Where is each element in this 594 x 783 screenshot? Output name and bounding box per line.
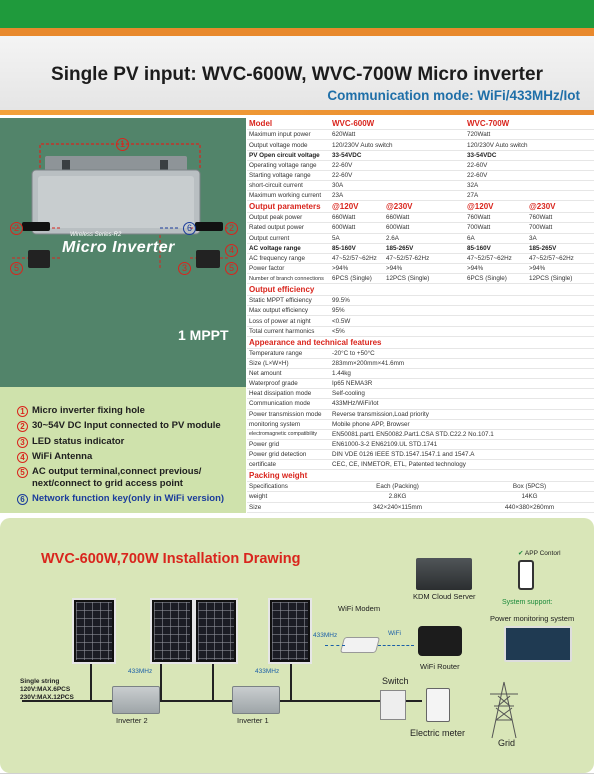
footer-strip — [0, 773, 594, 783]
spec-row: monitoring system Mobile phone APP, Browser — [247, 419, 594, 429]
spec-row: Rated output power 600Watt 600Watt 700Watt 700Watt — [247, 223, 594, 233]
spec-row: Output voltage mode 120/230V Auto switch 120/230V Auto switch — [247, 140, 594, 150]
spec-appearance-header: Appearance and technical features — [247, 336, 594, 348]
spec-row: Waterproof grade Ip65 NEMA3R — [247, 379, 594, 389]
wifi-modem-device — [340, 637, 380, 653]
spec-output-header: Output parameters @120V @230V @120V @230V — [247, 201, 594, 213]
freq-label-left: 433MHz — [128, 668, 153, 675]
spec-row: Temperature range -20°C to +50°C — [247, 348, 594, 358]
spec-efficiency-header: Output efficiency — [247, 284, 594, 296]
spec-row: Static MPPT efficiency 99.5% — [247, 296, 594, 306]
spec-row: Operating voltage range 22-60V 22-60V — [247, 160, 594, 170]
spec-packing-header: Packing weight — [247, 470, 594, 482]
page-subtitle: Communication mode: WiFi/433MHz/Iot — [327, 88, 580, 103]
link-line — [325, 645, 345, 646]
freq-label-modem: 433MHz — [313, 632, 338, 639]
ac-connector-left — [28, 250, 50, 268]
spec-row: weight 2.8KG 14KG — [247, 492, 594, 502]
page-title: Single PV input: WVC-600W, WVC-700W Micro inverter — [51, 64, 543, 85]
spec-row: certificate CEC, CE, INMETOR, ETL, Patented technology — [247, 460, 594, 470]
link-line — [378, 645, 414, 646]
installation-title: WVC-600W,700W Installation Drawing — [41, 551, 301, 567]
spec-row: Communication mode 433MHz/WiFi/Iot — [247, 399, 594, 409]
spec-row: Output peak power 660Watt 660Watt 760Watt 760Watt — [247, 213, 594, 223]
callout-4: 4 — [225, 244, 238, 257]
callout-3: 3 — [178, 262, 191, 275]
phone-device — [518, 560, 534, 590]
callout-6: 6 — [183, 222, 196, 235]
spec-model-row: Model WVC-600W WVC-700W — [247, 118, 594, 130]
wifi-router-label: WiFi Router — [420, 662, 460, 671]
mppt-label: 1 MPPT — [178, 327, 229, 343]
switch-label: Switch — [382, 676, 409, 686]
max-120-label: 120V:MAX.6PCS — [20, 686, 71, 693]
inverter-1-label: Inverter 1 — [237, 716, 269, 725]
max-230-label: 230V:MAX.12PCS — [20, 694, 74, 701]
cloud-server-label: KDM Cloud Server — [413, 592, 476, 601]
callout-5-left: 5 — [10, 262, 23, 275]
spec-row: Loss of power at night <0.5W — [247, 316, 594, 326]
spec-row: Power grid detection DIN VDE 0126 IEEE STD.1547.1547.1 and 1547.A — [247, 450, 594, 460]
spec-row: PV Open circuit voltage 33-54VDC 33-54VDC — [247, 150, 594, 160]
spec-row: short-circuit current 30A 32A — [247, 181, 594, 191]
grid-tower-icon — [484, 680, 524, 740]
spec-row: Net amount 1.44kg — [247, 368, 594, 378]
solar-panel-1 — [72, 598, 116, 664]
inverter-1-device — [232, 686, 280, 714]
spec-row: AC frequency range 47~52/57~62Hz 47~52/57-62Hz 47~52/57~62Hz 47~52/57~62Hz — [247, 253, 594, 263]
spec-row: Size (L×W×H) 283mm×200mm×41.6mm — [247, 358, 594, 368]
spec-row: AC voltage range 85-160V 185-265V 85-160V 185-265V — [247, 243, 594, 253]
header-divider — [0, 110, 594, 115]
spec-row: Starting voltage range 22-60V 22-60V — [247, 170, 594, 180]
wire — [90, 664, 92, 700]
solar-panel-2 — [150, 598, 194, 664]
spec-row: Specifications Each (Packing) Box (5PCS) — [247, 482, 594, 492]
legend-item-5: 5 AC output terminal,connect previous/ — [17, 466, 201, 478]
solar-panel-3 — [194, 598, 238, 664]
app-control-label: ✔ APP Contorl — [518, 550, 561, 557]
dc-connector-left — [22, 222, 50, 231]
wire — [290, 664, 292, 700]
legend-item-1: 1 Micro inverter fixing hole — [17, 405, 145, 417]
spec-row: Heat dissipation mode Self-cooling — [247, 389, 594, 399]
inverter-2-label: Inverter 2 — [116, 716, 148, 725]
power-monitoring-label: Power monitoring system — [490, 614, 575, 623]
legend-item-5-cont: next/connect to grid access point — [32, 478, 183, 489]
spec-row: Output current 5A 2.6A 6A 3A — [247, 233, 594, 243]
app-check-icon: ✔ — [518, 550, 524, 557]
spec-row: Total current harmonics <5% — [247, 326, 594, 336]
ac-connector-right — [196, 250, 220, 268]
wire — [212, 664, 214, 700]
grid-label: Grid — [498, 738, 516, 748]
spec-row: Power grid EN61000-3-2 EN62109.UL STD.1741 — [247, 439, 594, 449]
product-name-label: Micro Inverter — [62, 239, 175, 256]
spec-row: Number of branch connections 6PCS (Single) 12PCS (Single) 6PCS (Single) 12PCS (Single) — [247, 274, 594, 284]
spec-row: Power factor >94% >94% >94% >94% — [247, 264, 594, 274]
spec-table — [247, 118, 594, 513]
spec-row: Max output efficiency 95% — [247, 306, 594, 316]
switch-device — [380, 690, 406, 720]
callout-5-right: 5 — [225, 262, 238, 275]
single-string-label: Single string — [20, 678, 60, 685]
spec-row: Maximum working current 23A 27A — [247, 191, 594, 201]
system-support-label: System support: — [502, 599, 553, 606]
wifi-link-label: WiFi — [388, 630, 401, 637]
electric-meter-label: Electric meter — [410, 728, 466, 738]
electric-meter-device — [426, 688, 450, 722]
monitor-device — [504, 626, 572, 662]
inverter-2-device — [112, 686, 160, 714]
callout-2-right: 2 — [225, 222, 238, 235]
wifi-router-device — [418, 626, 462, 656]
product-series-label: Wireless Series-R2 — [70, 232, 122, 238]
spec-row: Power transmission mode Reverse transmission,Load priority — [247, 409, 594, 419]
wire — [160, 664, 162, 700]
callout-2-left: 2 — [10, 222, 23, 235]
legend-item-2: 2 30~54V DC Input connected to PV module — [17, 420, 221, 432]
spec-row: Size 342×240×115mm 440×380×260mm — [247, 502, 594, 512]
ac-bus-wire — [22, 700, 422, 702]
spec-row: electromagnetic compatibility EN50081.part1 EN50082.Part1.CSA STD.C22.2 No.107.1 — [247, 429, 594, 439]
legend-item-3: 3 LED status indicator — [17, 436, 124, 448]
solar-panel-4 — [268, 598, 312, 664]
freq-label-right: 433MHz — [255, 668, 280, 675]
legend-item-6: 6 Network function key(only in WiFi version) — [17, 493, 224, 505]
wifi-modem-label: WiFi Modem — [338, 604, 381, 613]
dc-connector-right — [195, 222, 223, 231]
callout-1: 1 — [116, 138, 129, 151]
cloud-server-device — [416, 558, 472, 590]
top-green-band — [0, 0, 594, 28]
legend-item-4: 4 WiFi Antenna — [17, 451, 92, 463]
spec-row: Maximum input power 620Watt 720Watt — [247, 130, 594, 140]
top-orange-band — [0, 28, 594, 36]
